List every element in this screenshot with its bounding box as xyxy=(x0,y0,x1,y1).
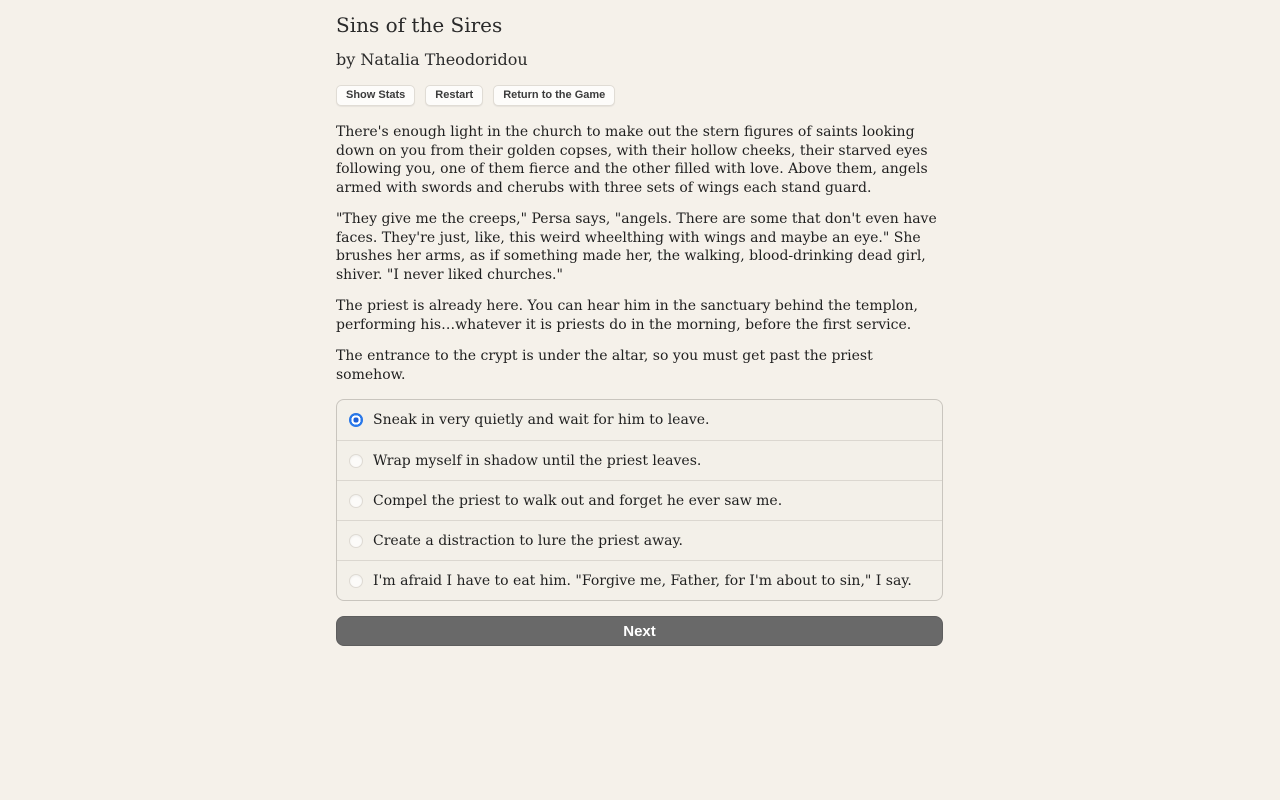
choice-label: Compel the priest to walk out and forget he ever saw me. xyxy=(373,492,783,509)
show-stats-button[interactable]: Show Stats xyxy=(336,85,415,106)
story-paragraph: There's enough light in the church to make out the stern figures of saints looking down on you from their golden copses, with their hollow cheeks, their starved eyes following you, one of them fierce and the other filled with love. Above them, angels armed with swords and cherubs with three sets of wings each stand guard. xyxy=(336,124,928,196)
story-paragraph: The entrance to the crypt is under the altar, so you must get past the priest somehow. xyxy=(336,348,873,383)
choice-label: Wrap myself in shadow until the priest leaves. xyxy=(373,452,702,469)
return-to-game-button[interactable]: Return to the Game xyxy=(493,85,615,106)
radio-icon[interactable] xyxy=(349,534,363,548)
choice-option-5[interactable] xyxy=(337,560,942,600)
radio-icon[interactable] xyxy=(349,494,363,508)
choice-option-4[interactable] xyxy=(337,520,942,560)
radio-icon[interactable] xyxy=(349,454,363,468)
toolbar xyxy=(336,85,943,106)
radio-icon[interactable] xyxy=(349,413,363,427)
choice-option-3[interactable] xyxy=(337,480,942,520)
story-paragraph: The priest is already here. You can hear him in the sanctuary behind the templon, performing his…whatever it is priests do in the morning, before the first service. xyxy=(336,298,918,333)
story-text xyxy=(336,123,943,384)
choice-label: Sneak in very quietly and wait for him to leave. xyxy=(373,412,710,428)
choice-option-1[interactable] xyxy=(337,400,942,440)
game-content xyxy=(336,0,943,646)
story-paragraph: "They give me the creeps," Persa says, "angels. There are some that don't even have faces. They're just, like, this weird wheelthing with wings and maybe an eye." She brushes her arms, as if something made her, the walking, blood-drinking dead girl, shiver. "I never liked churches." xyxy=(336,211,937,283)
page-title: Sins of the Sires xyxy=(336,13,503,37)
restart-button[interactable]: Restart xyxy=(425,85,483,106)
next-button[interactable]: Next xyxy=(336,616,943,646)
choice-label: Create a distraction to lure the priest away. xyxy=(373,532,683,549)
radio-icon[interactable] xyxy=(349,574,363,588)
author-byline: by Natalia Theodoridou xyxy=(336,50,528,69)
choice-option-2[interactable] xyxy=(337,440,942,480)
choice-group xyxy=(336,399,943,601)
choice-label: I'm afraid I have to eat him. "Forgive me, Father, for I'm about to sin," I say. xyxy=(373,572,912,589)
